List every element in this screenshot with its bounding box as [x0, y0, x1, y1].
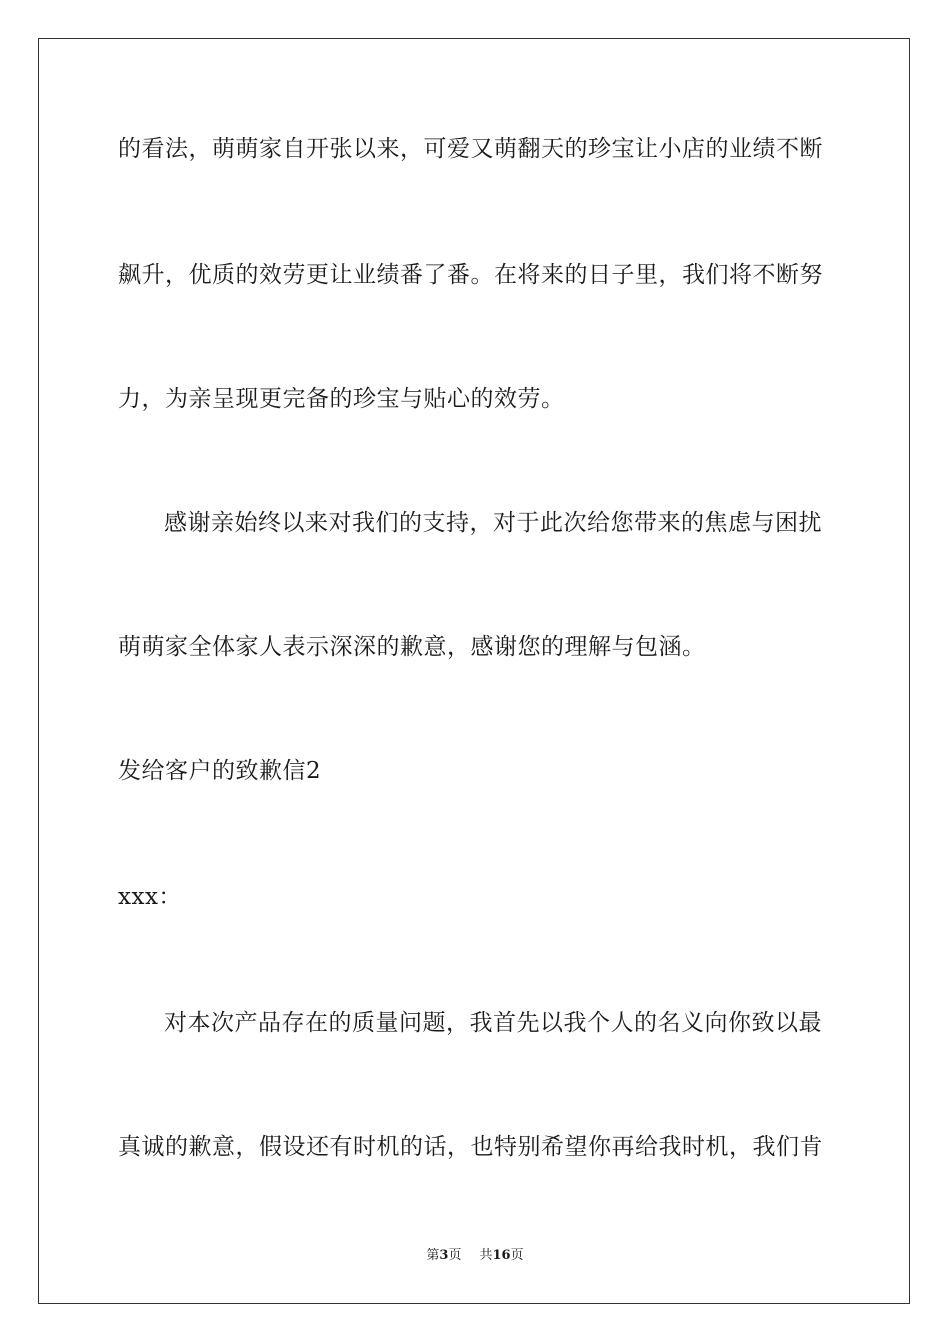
page-footer	[0, 1247, 950, 1265]
paragraph-first-line: 对本次产品存在的质量问题，我首先以我个人的名义向你致以最	[164, 1010, 822, 1036]
body-text-line: 力，为亲呈现更完备的珍宝与贴心的效劳。	[118, 386, 565, 412]
paragraph-first-line: 感谢亲始终以来对我们的支持，对于此次给您带来的焦虑与困扰	[164, 510, 822, 536]
page-number: 3	[439, 1248, 449, 1263]
body-text-line: 萌萌家全体家人表示深深的歉意，感谢您的理解与包涵。	[118, 634, 706, 660]
page-suffix: 页	[448, 1248, 462, 1263]
body-text-line: 的看法，萌萌家自开张以来，可爱又萌翻天的珍宝让小店的业绩不断	[118, 136, 823, 162]
total-pages: 16	[492, 1248, 511, 1263]
total-suffix: 页	[510, 1248, 524, 1263]
section-heading: 发给客户的致歉信2	[118, 758, 322, 784]
body-text-line: 飙升，优质的效劳更让业绩番了番。在将来的日子里，我们将不断努	[118, 262, 823, 288]
page-prefix: 第	[426, 1248, 440, 1263]
salutation: xxx：	[118, 884, 182, 910]
page-border	[38, 38, 910, 1304]
total-prefix: 共	[479, 1248, 493, 1263]
body-text-line: 真诚的歉意，假设还有时机的话，也特别希望你再给我时机，我们肯	[118, 1134, 823, 1160]
